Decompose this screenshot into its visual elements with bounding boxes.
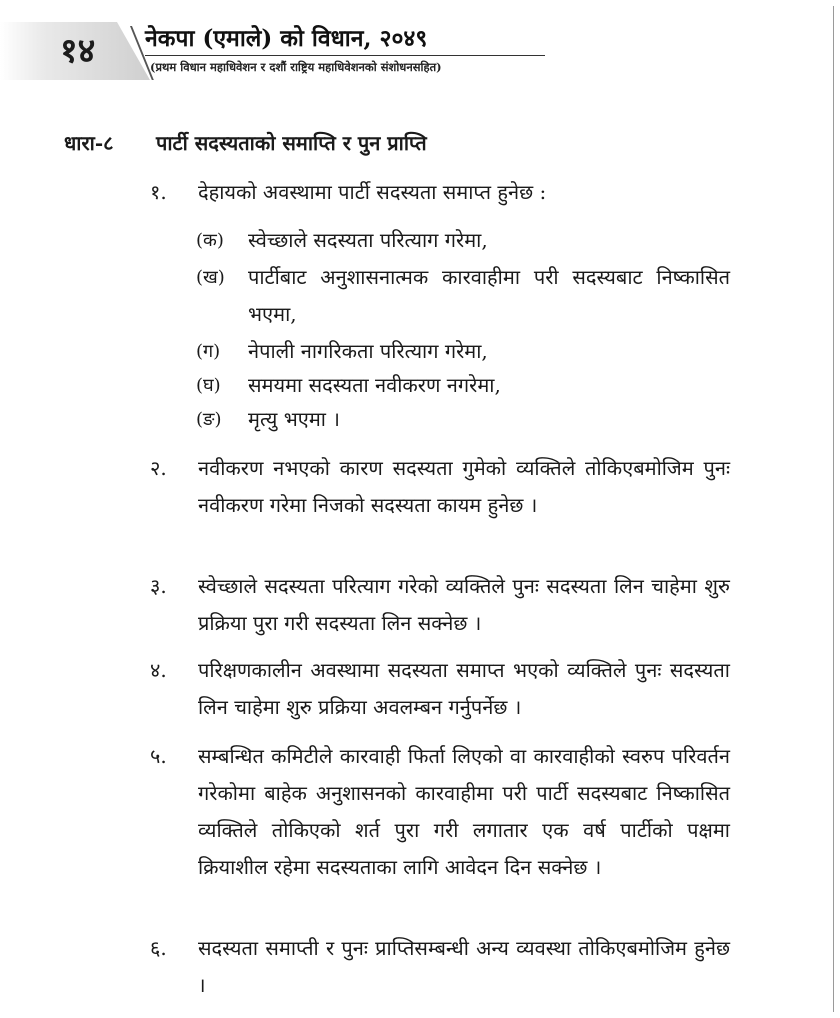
- subitem-ga: [196, 333, 736, 370]
- subitem-text: समयमा सदस्यता नवीकरण नगरेमा,: [248, 373, 501, 397]
- header-title: नेकपा (एमाले) को विधान, २०४९: [145, 25, 428, 52]
- subitem-label: (ङ): [196, 409, 222, 430]
- subitem-text: मृत्यु भएमा ।: [248, 407, 340, 431]
- clause-number: ६.: [150, 936, 167, 960]
- header-subtitle: (प्रथम विधान महाधिवेशन र दशौं राष्ट्रिय महाधिवेशनको संशोधनसहित): [150, 60, 442, 74]
- clause-number: २.: [150, 456, 167, 480]
- clause-number: ५.: [150, 744, 167, 768]
- subitem-text: स्वेच्छाले सदस्यता परित्याग गरेमा,: [248, 228, 488, 252]
- clause-3: [150, 568, 730, 642]
- clause-text: सदस्यता समाप्ती र पुनः प्राप्तिसम्बन्धी अन्य व्यवस्था तोकिएबमोजिम हुनेछ ।: [198, 936, 730, 997]
- clause-text: नवीकरण नभएको कारण सदस्यता गुमेको व्यक्तिले तोकिएबमोजिम पुनः नवीकरण गरेमा निजको सदस्यता कायम हुनेछ ।: [198, 456, 730, 517]
- clause-6: [150, 930, 730, 1004]
- page-number: १४: [60, 31, 96, 71]
- subitem-text: पार्टीबाट अनुशासनात्मक कारवाहीमा परी सदस्यबाट निष्कासित भएमा,: [248, 265, 730, 326]
- page-border: [833, 6, 834, 1012]
- clause-number: १.: [150, 180, 167, 204]
- subitem-gha: [196, 367, 736, 404]
- subitem-kha: [196, 259, 730, 333]
- subitem-label: (ख): [196, 267, 225, 288]
- section-heading: [64, 128, 427, 158]
- subitem-text: नेपाली नागरिकता परित्याग गरेमा,: [248, 339, 488, 363]
- clause-text: सम्बन्धित कमिटीले कारवाही फिर्ता लिएको वा कारवाहीको स्वरुप परिवर्तन गरेकोमा बाहेक अनुशासनको कारवाहीमा परी पार्टी सदस्यबाट निष्कासित व्यक्तिले तोकिएको शर्त पुरा गरी लगातार एक वर्ष पार्टीको पक्षमा क्रियाशील रहेमा सदस्यताका लागि आवेदन दिन सक्नेछ ।: [198, 744, 730, 879]
- clause-number: ३.: [150, 574, 167, 598]
- clause-text: परिक्षणकालीन अवस्थामा सदस्यता समाप्त भएको व्यक्तिले पुनः सदस्यता लिन चाहेमा शुरु प्रक्रिया अवलम्बन गर्नुपर्नेछ ।: [198, 658, 730, 719]
- clause-2: [150, 450, 730, 524]
- subitem-label: (घ): [196, 375, 221, 396]
- header-rule: [145, 55, 545, 56]
- page-header: [0, 22, 560, 80]
- subitem-label: (क): [196, 230, 224, 251]
- clause-number: ४.: [150, 658, 167, 682]
- clause-5: [150, 738, 730, 886]
- clause-1: [150, 174, 730, 211]
- clause-text: स्वेच्छाले सदस्यता परित्याग गरेको व्यक्तिले पुनः सदस्यता लिन चाहेमा शुरु प्रक्रिया पुरा गरी सदस्यता लिन सक्नेछ ।: [198, 574, 730, 635]
- subitem-ka: [196, 222, 736, 259]
- subitem-label: (ग): [196, 341, 221, 362]
- section-number: धारा-८: [64, 131, 114, 155]
- subitem-nga: [196, 401, 736, 438]
- clause-text: देहायको अवस्थामा पार्टी सदस्यता समाप्त हुनेछ :: [198, 180, 547, 204]
- section-title: पार्टी सदस्यताको समाप्ति र पुन प्राप्ति: [156, 131, 427, 155]
- clause-4: [150, 652, 730, 726]
